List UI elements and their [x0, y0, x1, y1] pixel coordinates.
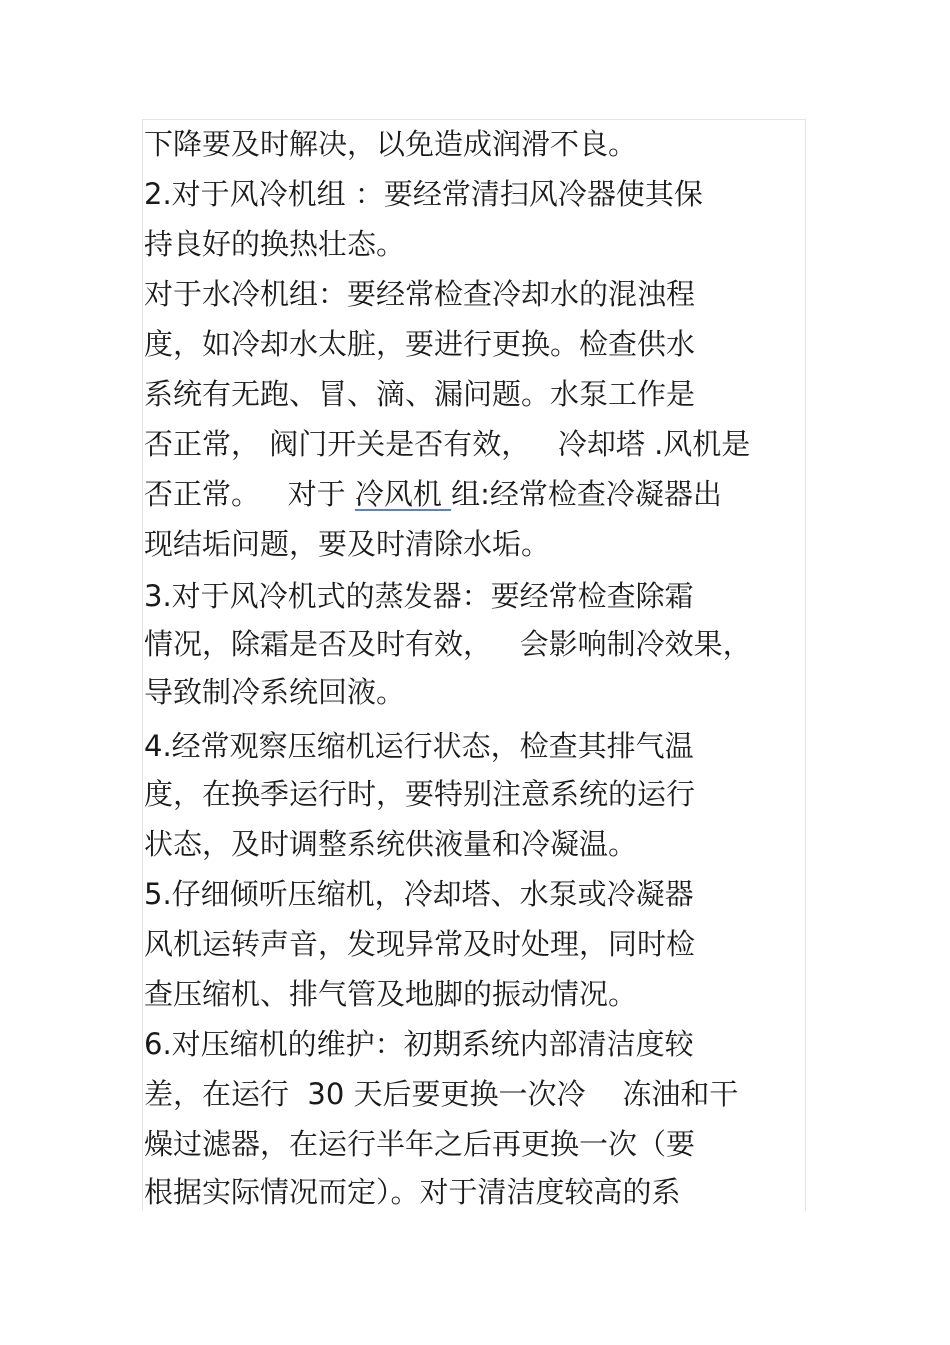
text-line: 导致制冷系统回液。: [144, 675, 406, 709]
cold-fan-link[interactable]: 冷风机: [354, 477, 452, 511]
text-line: 状态，及时调整系统供液量和冷凝温。: [144, 827, 638, 861]
text-line: 5.仔细倾听压缩机，冷却塔、水泵或冷凝器: [144, 877, 694, 911]
text-line: 现结垢问题，要及时清除水垢。: [144, 527, 551, 561]
text-line: 6.对压缩机的维护：初期系统内部清洁度较: [144, 1027, 694, 1061]
text-line: 查压缩机、排气管及地脚的振动情况。: [144, 977, 638, 1011]
text-line: 度，如冷却水太脏，要进行更换。检查供水: [144, 327, 696, 361]
text-line: 差，在运行 30 天后要更换一次冷 冻油和干: [144, 1077, 739, 1111]
text-line: 否正常， 阀门开关是否有效， 冷却塔 .风机是: [144, 427, 751, 461]
text-line: 3.对于风冷机式的蒸发器：要经常检查除霜: [144, 579, 694, 613]
text-line: 对于水冷机组：要经常检查冷却水的混浊程: [144, 277, 696, 311]
text-line: 燥过滤器，在运行半年之后再更换一次（要: [144, 1127, 696, 1161]
text-line: 4.经常观察压缩机运行状态，检查其排气温: [144, 729, 694, 763]
text-line: 度，在换季运行时，要特别注意系统的运行: [144, 777, 696, 811]
text-line: [144, 477, 722, 511]
text-line-suffix: 组:经常检查冷凝器出: [451, 477, 722, 511]
text-line: 2.对于风冷机组 ：要经常清扫风冷器使其保: [144, 177, 703, 211]
text-line: 持良好的换热壮态。: [144, 227, 406, 261]
text-line: 情况，除霜是否及时有效， 会影响制冷效果，: [144, 627, 752, 661]
text-line-prefix: 否正常。 对于: [144, 477, 355, 511]
text-line: 根据实际情况而定）。对于清洁度较高的系: [144, 1175, 681, 1209]
text-line: 风机运转声音，发现异常及时处理，同时检: [144, 927, 696, 961]
text-line: 下降要及时解决，以免造成润滑不良。: [144, 127, 638, 161]
text-line: 系统有无跑、冒、滴、漏问题。水泵工作是: [144, 377, 696, 411]
